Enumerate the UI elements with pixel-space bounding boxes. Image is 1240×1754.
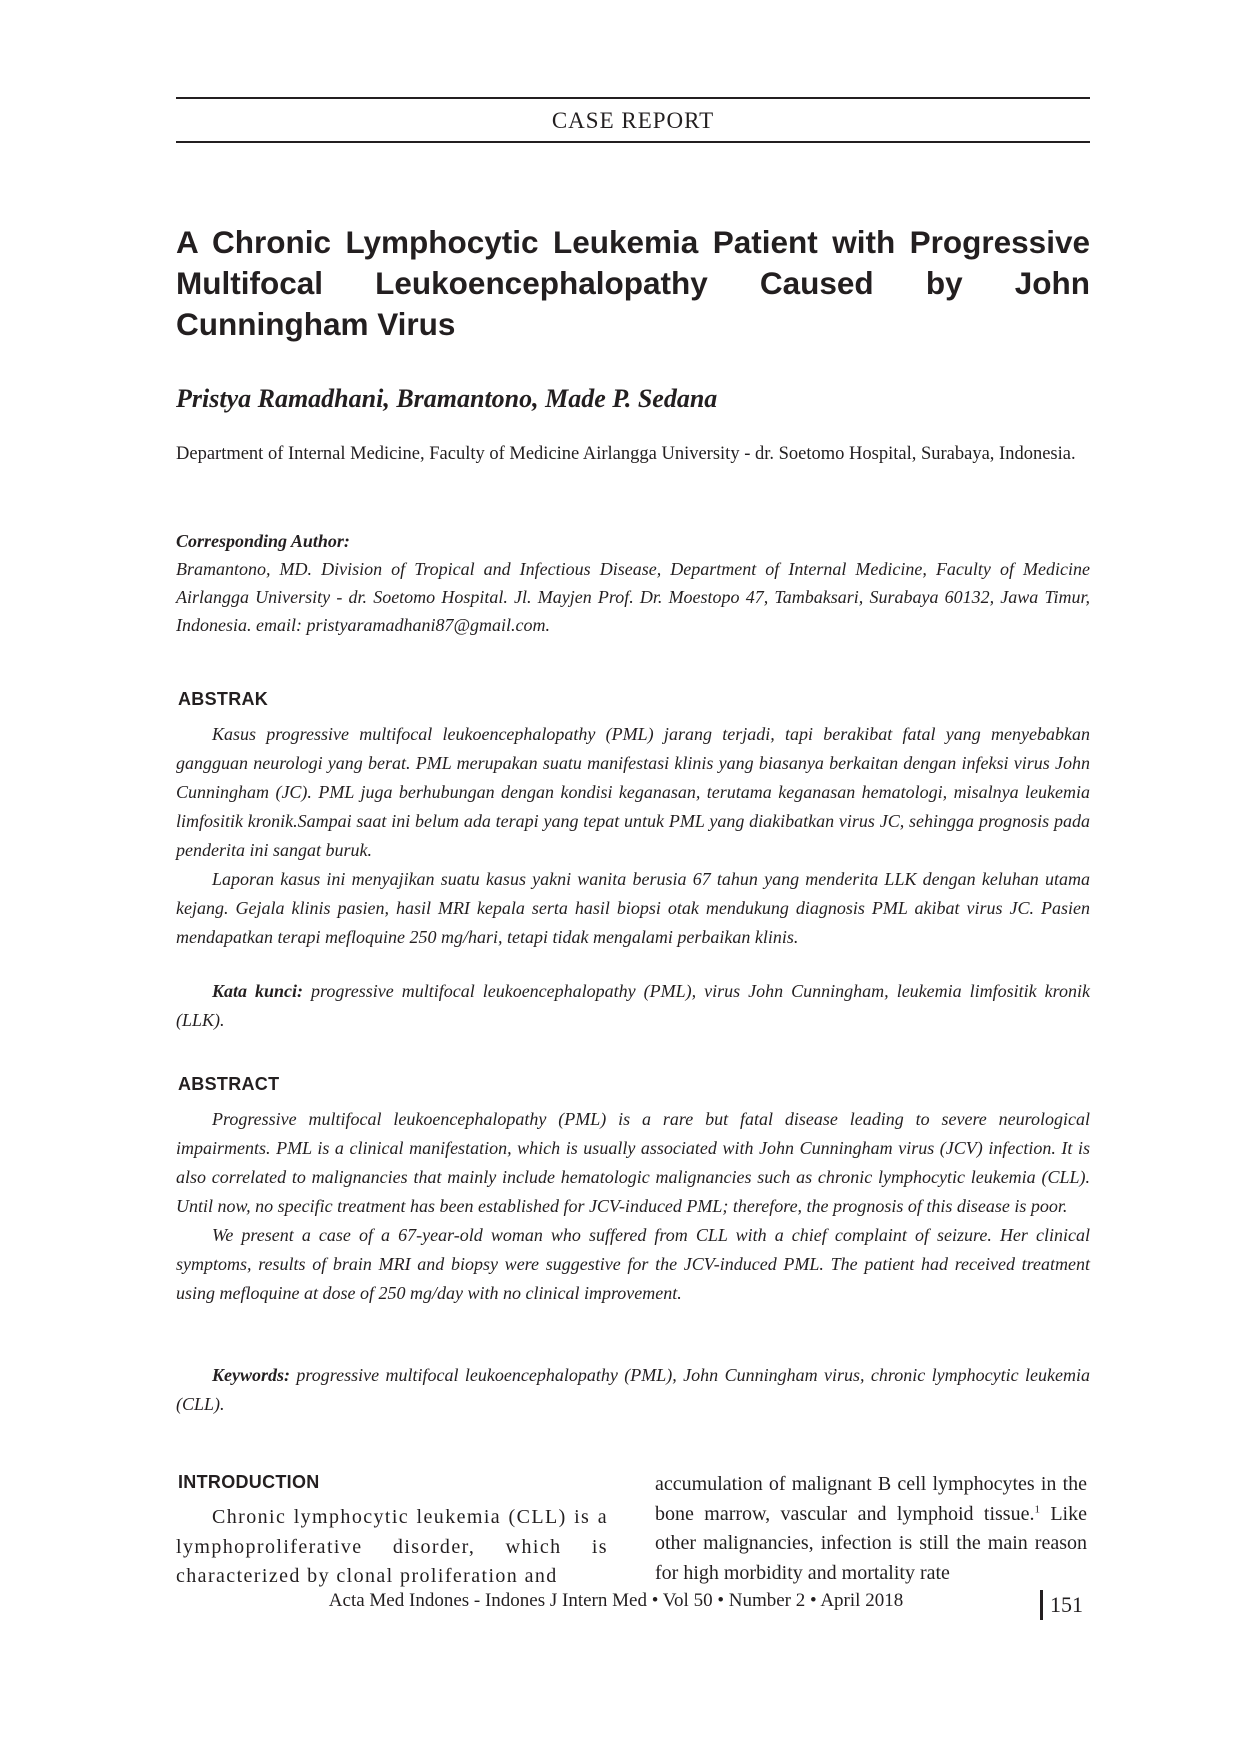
keywords-text: progressive multifocal leukoencephalopathy (PML), John Cunningham virus, chronic lymphocytic leukemia (CLL). (176, 1365, 1090, 1414)
abstrak-paragraph: Kasus progressive multifocal leukoencephalopathy (PML) jarang terjadi, tapi berakibat fatal yang menyebabkan gangguan neurologi yang berat. PML merupakan suatu manifestasi klinis yang biasanya berkaitan dengan infeksi virus John Cunningham (JC). PML juga berhubungan dengan kondisi keganasan, terutama keganasan hematologi, misalnya leukemia limfositik kronik.Sampai saat ini belum ada terapi yang tepat untuk PML yang diakibatkan virus JC, sehingga prognosis pada penderita ini sangat buruk. (176, 724, 1090, 860)
corresponding-author-details: Bramantono, MD. Division of Tropical and Infectious Disease, Department of Internal Medicine, Faculty of Medicine Airlangga University - dr. Soetomo Hospital. Jl. Mayjen Prof. Dr. Moestopo 47, Tambaksari, Surabaya 60132, Jawa Timur, Indonesia. email: pristyaramadhani87@gmail.com. (176, 559, 1090, 635)
page-number-bar (1040, 1590, 1043, 1620)
introduction-right-column (655, 1470, 1087, 1588)
intro-text-part: accumulation of malignant B cell lymphocytes in the bone marrow, vascular and lymphoid tissue. (655, 1473, 1087, 1525)
page-number: 151 (1050, 1592, 1083, 1617)
introduction-left-column (176, 1503, 608, 1592)
kata-kunci-label: Kata kunci: (212, 981, 304, 1001)
header-top-rule (176, 97, 1090, 99)
article-title (176, 222, 1090, 345)
kata-kunci-text: progressive multifocal leukoencephalopathy (PML), virus John Cunningham, leukemia limfositik kronik (LLK). (176, 981, 1090, 1030)
title-line-1: A Chronic Lymphocytic Leukemia Patient with Progressive (176, 224, 1090, 260)
section-label: CASE REPORT (551, 108, 715, 133)
introduction-heading: INTRODUCTION (178, 1472, 320, 1492)
title-line-2: Multifocal Leukoencephalopathy Caused by John (176, 265, 1090, 301)
corresponding-author (176, 527, 1090, 639)
header-bottom-rule (176, 141, 1090, 143)
abstract-body (176, 1105, 1090, 1308)
introduction-paragraph: Chronic lymphocytic leukemia (CLL) is a lymphoproliferative disorder, which is characterized by clonal proliferation and (176, 1506, 608, 1587)
keywords-label: Keywords: (212, 1365, 290, 1385)
corresponding-author-label: Corresponding Author: (176, 531, 350, 551)
title-line-3: Cunningham Virus (176, 306, 456, 342)
abstract-heading: ABSTRACT (178, 1074, 280, 1094)
journal-citation-footer: Acta Med Indones - Indones J Intern Med • Vol 50 • Number 2 • April 2018 (328, 1590, 904, 1611)
kata-kunci (176, 977, 1090, 1035)
abstrak-body (176, 720, 1090, 952)
abstrak-paragraph: Laporan kasus ini menyajikan suatu kasus yakni wanita berusia 67 tahun yang menderita LLK dengan keluhan utama kejang. Gejala klinis pasien, hasil MRI kepala serta hasil biopsi otak mendukung diagnosis PML akibat virus JC. Pasien mendapatkan terapi mefloquine 250 mg/hari, tetapi tidak mengalami perbaikan klinis. (176, 869, 1090, 947)
reference-marker: 1 (1034, 1502, 1040, 1515)
introduction-paragraph-continued (655, 1470, 1087, 1588)
abstrak-heading: ABSTRAK (178, 689, 269, 709)
abstract-paragraph: Progressive multifocal leukoencephalopathy (PML) is a rare but fatal disease leading to severe neurological impairments. PML is a clinical manifestation, which is usually associated with John Cunningham virus (JCV) infection. It is also correlated to malignancies that mainly include hematologic malignancies such as chronic lymphocytic leukemia (CLL). Until now, no specific treatment has been established for JCV-induced PML; therefore, the prognosis of this disease is poor. (176, 1109, 1090, 1216)
author-list: Pristya Ramadhani, Bramantono, Made P. Sedana (176, 384, 718, 413)
keywords (176, 1361, 1090, 1419)
abstract-paragraph: We present a case of a 67-year-old woman who suffered from CLL with a chief complaint of seizure. Her clinical symptoms, results of brain MRI and biopsy were suggestive for the JCV-induced PML. The patient had received treatment using mefloquine at dose of 250 mg/day with no clinical improvement. (176, 1225, 1090, 1303)
affiliation: Department of Internal Medicine, Faculty of Medicine Airlangga University - dr. Soetomo Hospital, Surabaya, Indonesia. (176, 444, 1076, 464)
intro-text-part: Like other malignancies, infection is still the main reason for high morbidity and mortality rate (655, 1502, 1087, 1584)
